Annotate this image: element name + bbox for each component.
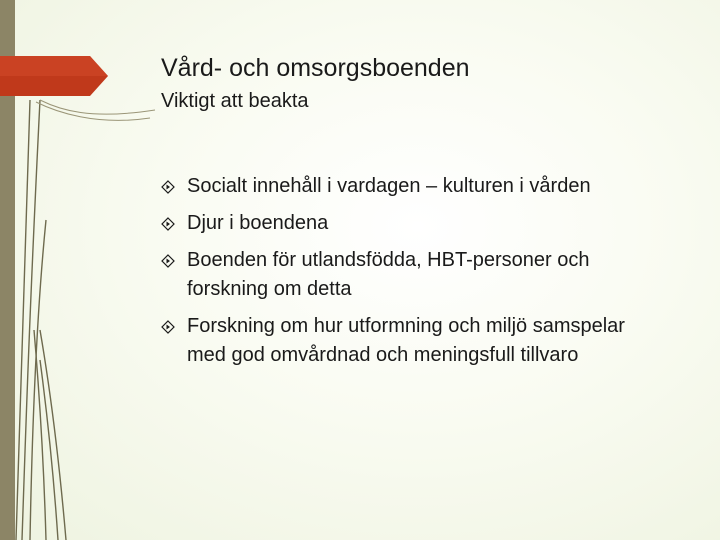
diamond-arrow-icon — [161, 254, 175, 268]
list-item — [161, 209, 641, 238]
slide-subtitle: Viktigt att beakta — [161, 90, 309, 112]
diamond-arrow-icon — [161, 320, 175, 334]
list-item — [161, 246, 641, 304]
list-item — [161, 172, 641, 201]
diamond-arrow-icon — [161, 180, 175, 194]
bullet-list — [161, 172, 641, 378]
list-item — [161, 312, 641, 370]
diamond-arrow-icon — [161, 217, 175, 231]
bullet-text: Socialt innehåll i vardagen – kulturen i vården — [187, 175, 591, 197]
bullet-text: Boenden för utlandsfödda, HBT-personer och forskning om detta — [187, 249, 590, 300]
slide-title: Vård- och omsorgsboenden — [161, 54, 470, 82]
accent-tab — [0, 0, 110, 110]
bullet-text: Djur i boendena — [187, 212, 329, 234]
bullet-text: Forskning om hur utformning och miljö samspelar med god omvårdnad och meningsfull tillvaro — [187, 315, 625, 366]
